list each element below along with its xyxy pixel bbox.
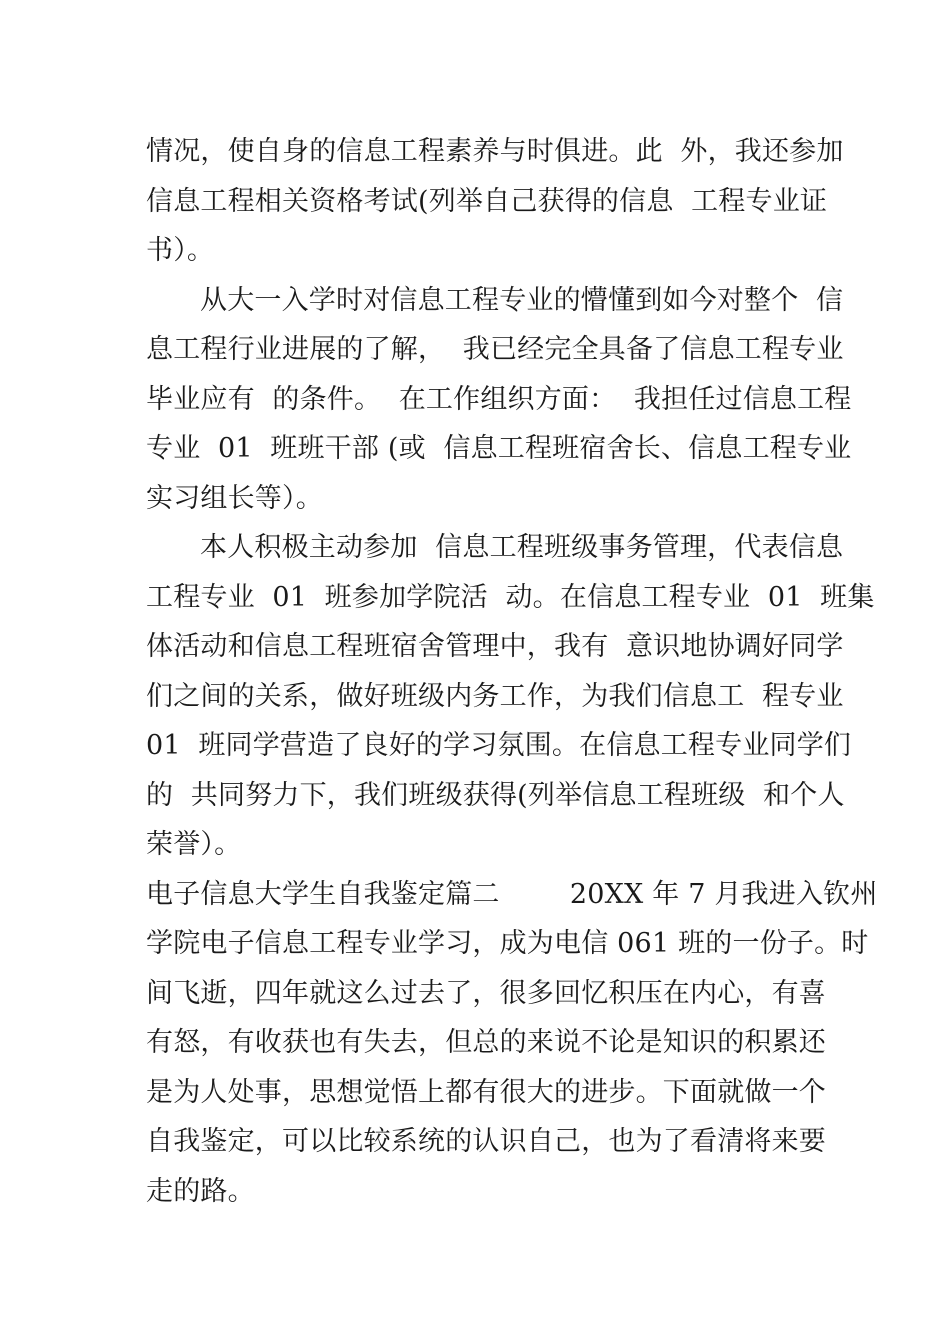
text-line: 情况，使自身的信息工程素养与时俱进。此 外，我还参加 xyxy=(146,136,844,167)
text-line: 是为人处事，思想觉悟上都有很大的进步。下面就做一个 xyxy=(146,1076,826,1108)
text-line: 实习组长等）。 xyxy=(146,482,323,514)
text-line: 间飞逝，四年就这么过去了，很多回忆积压在内心，有喜 xyxy=(146,977,826,1009)
text-line: 本人积极主动参加 信息工程班级事务管理，代表信息 xyxy=(200,532,844,563)
text-line: 书）。 xyxy=(146,235,215,266)
text-line: 01 班同学营造了良好的学习氛围。在信息工程专业同学们 xyxy=(146,730,852,761)
text-line: 工程专业 01 班参加学院活 动。在信息工程专业 01 班集 xyxy=(146,581,875,613)
text-line: 有怒，有收获也有失去，但总的来说不论是知识的积累还 xyxy=(146,1027,826,1058)
section-heading-line: 电子信息大学生自我鉴定篇二 20XX 年 7 月我进入钦州 xyxy=(146,878,878,910)
text-line: 从大一入学时对信息工程专业的懵懂到如今对整个 信 xyxy=(200,284,844,316)
text-line: 体活动和信息工程班宿舍管理中，我有 意识地协调好同学 xyxy=(146,631,844,662)
text-line: 自我鉴定，可以比较系统的认识自己，也为了看清将来要 xyxy=(146,1126,826,1157)
text-line: 们之间的关系，做好班级内务工作，为我们信息工 程专业 xyxy=(146,680,844,712)
text-line: 的 共同努力下，我们班级获得(列举信息工程班级 和个人 xyxy=(146,779,845,811)
document-body xyxy=(146,127,878,1216)
text-line: 专业 01 班班干部 (或 信息工程班宿舍长、信息工程专业 xyxy=(146,433,852,464)
text-line: 荣誉）。 xyxy=(146,829,242,860)
text-line: 学院电子信息工程专业学习，成为电信 061 班的一份子。时 xyxy=(146,928,869,959)
text-line: 息工程行业进展的了解， 我已经完全具备了信息工程专业 xyxy=(146,334,844,365)
text-line: 信息工程相关资格考试(列举自己获得的信息 工程专业证 xyxy=(146,185,828,217)
text-line: 走的路。 xyxy=(146,1175,255,1207)
text-line: 毕业应有 的条件。 在工作组织方面： 我担任过信息工程 xyxy=(146,383,852,415)
